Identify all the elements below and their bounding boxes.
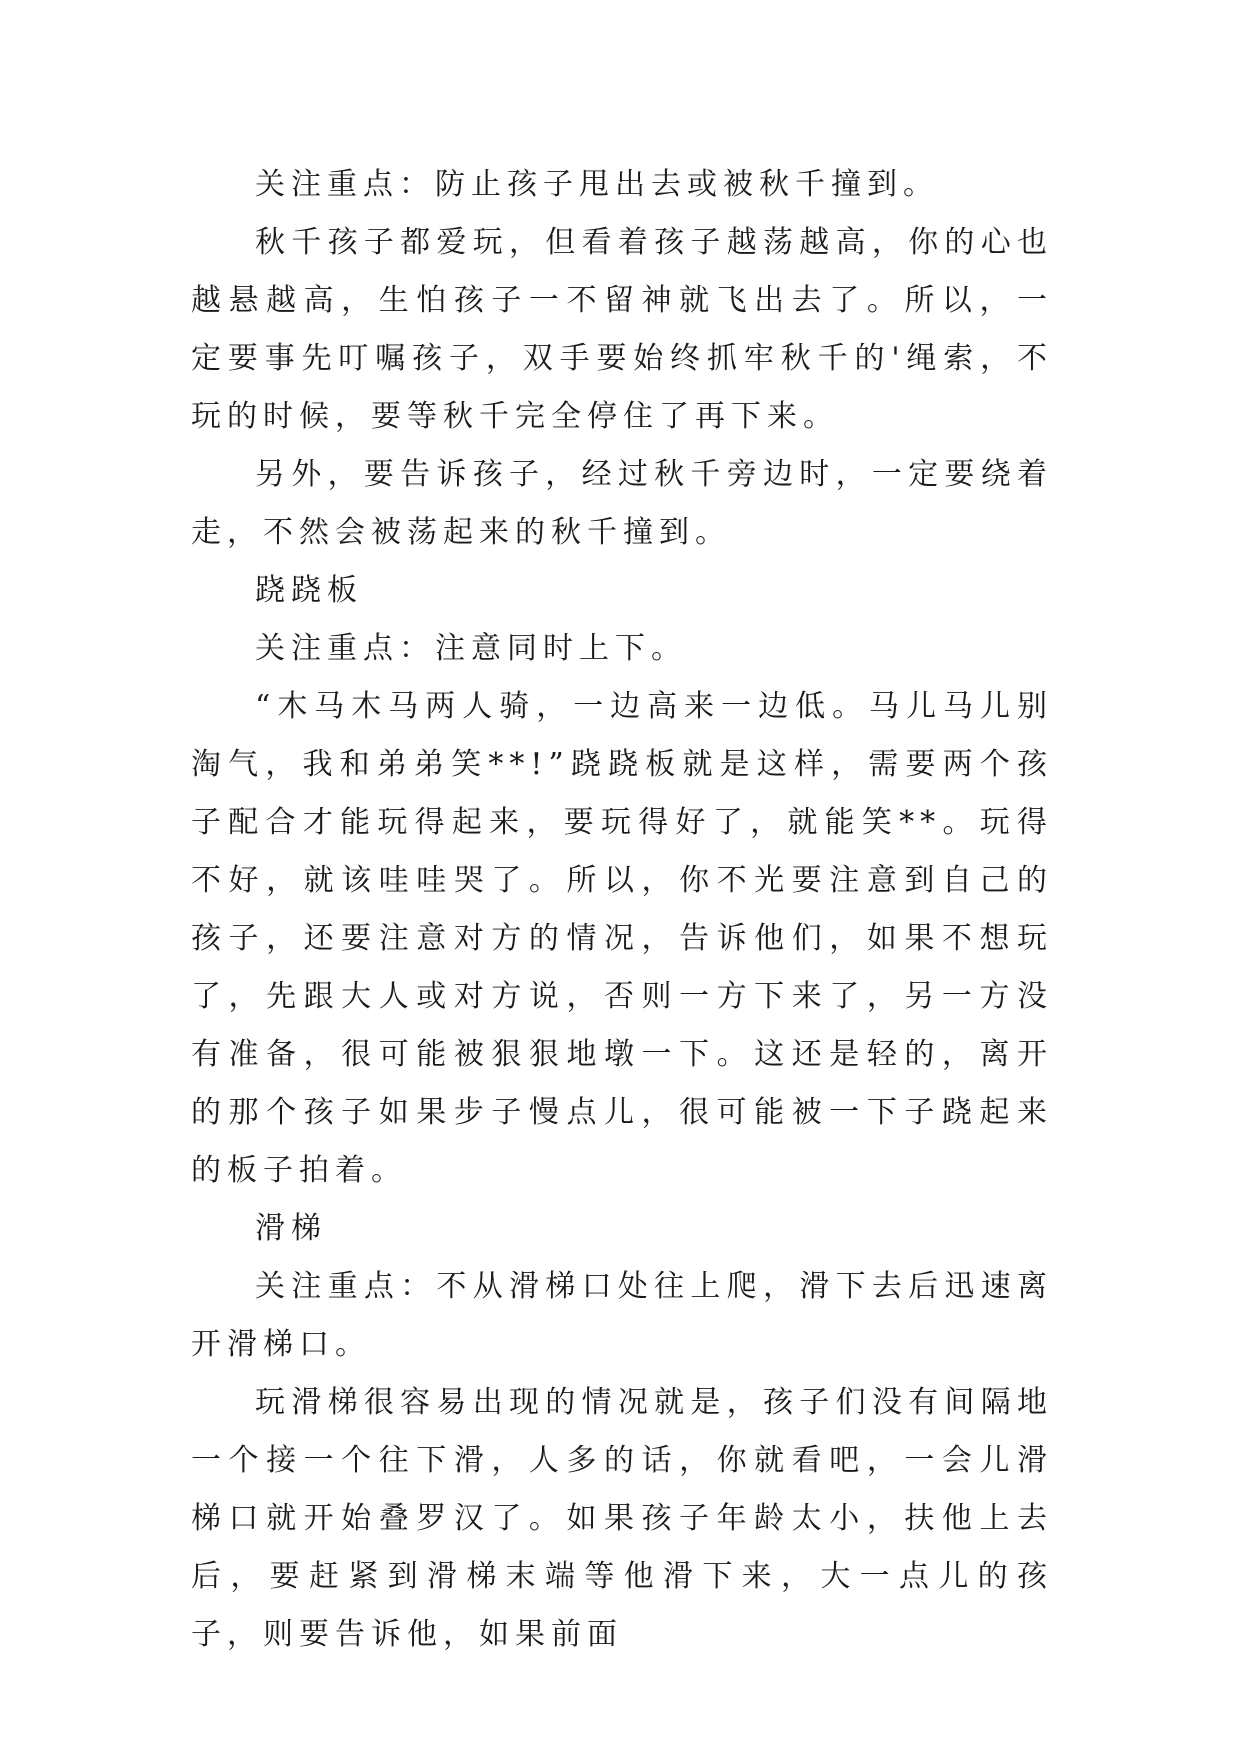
heading-slide: 滑梯 (255, 1211, 327, 1246)
paragraph-swing-bypass: 另外，要告诉孩子，经过秋千旁边时，一定要绕着走，不然会被荡起来的秋千撞到。 (191, 457, 1053, 550)
paragraph-slide-advice: 玩滑梯很容易出现的情况就是，孩子们没有间隔地一个接一个往下滑，人多的话，你就看吧，一会儿滑梯口就开始叠罗汉了。如果孩子年龄太小，扶他上去后，要赶紧到滑梯末端等他滑下来，大一点儿的孩子，则要告诉他，如果前面 (191, 1385, 1053, 1652)
heading-seesaw: 跷跷板 (255, 573, 363, 608)
document-body (191, 156, 1053, 1664)
paragraph-seesaw-focus: 关注重点：注意同时上下。 (255, 631, 687, 666)
paragraph-swing-focus: 关注重点：防止孩子甩出去或被秋千撞到。 (255, 167, 939, 202)
paragraph-swing-advice: 秋千孩子都爱玩，但看着孩子越荡越高，你的心也越悬越高，生怕孩子一不留神就飞出去了。所以，一定要事先叮嘱孩子，双手要始终抓牢秋千的'绳索，不玩的时候，要等秋千完全停住了再下来。 (191, 225, 1053, 434)
paragraph-slide-focus: 关注重点：不从滑梯口处往上爬，滑下去后迅速离开滑梯口。 (191, 1269, 1053, 1362)
paragraph-seesaw-advice: “木马木马两人骑，一边高来一边低。马儿马儿别淘气，我和弟弟笑**!”跷跷板就是这样，需要两个孩子配合才能玩得起来，要玩得好了，就能笑**。玩得不好，就该哇哇哭了。所以，你不光要注意到自己的孩子，还要注意对方的情况，告诉他们，如果不想玩了，先跟大人或对方说，否则一方下来了，另一方没有准备，很可能被狠狠地墩一下。这还是轻的，离开的那个孩子如果步子慢点儿，很可能被一下子跷起来的板子拍着。 (191, 689, 1053, 1188)
